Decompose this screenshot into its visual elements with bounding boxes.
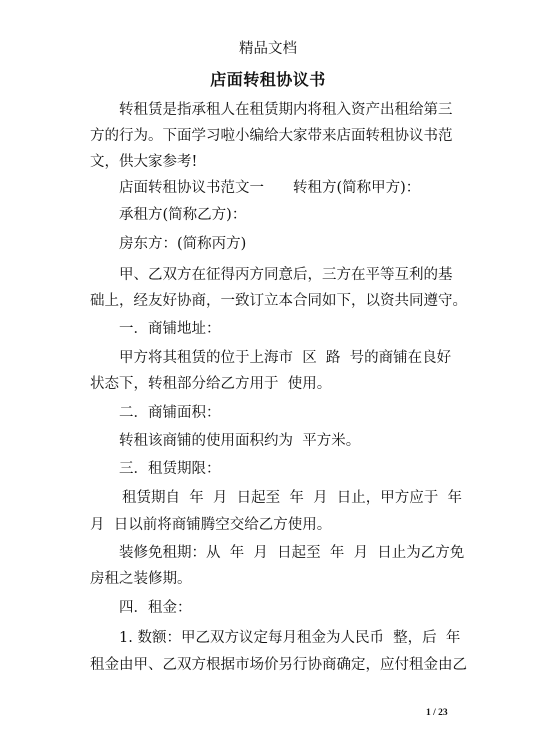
page-number: 1 / 23	[426, 708, 448, 718]
body-line: 房租之装修期。	[90, 571, 192, 587]
section-heading: 二．商铺面积：	[119, 405, 221, 421]
body-line: 转租赁是指承租人在租赁期内将租入资产出租给第三	[119, 102, 453, 118]
body-line: 础上，经友好协商，一致订立本合同如下，以资共同遵守。	[90, 293, 467, 309]
document-title: 店面转租协议书	[210, 70, 326, 89]
body-line: 房东方：(简称丙方)	[119, 236, 247, 252]
body-line: 装修免租期：从 年 月 日起至 年 月 日止为乙方免	[119, 545, 465, 561]
body-line: 甲方将其租赁的位于上海市 区 路 号的商铺在良好	[119, 350, 452, 366]
body-line: 文，供大家参考!	[90, 154, 198, 170]
body-line: 状态下，转租部分给乙方用于 使用。	[90, 376, 332, 392]
body-line: 转租该商铺的使用面积约为 平方米。	[119, 433, 361, 449]
body-line: 租赁期自 年 月 日起至 年 月 日止，甲方应于 年	[122, 490, 463, 506]
section-heading: 三．租赁期限：	[119, 461, 221, 477]
section-heading: 四．租金：	[119, 600, 192, 616]
body-line: 方的行为。下面学习啦小编给大家带来店面转租协议书范	[90, 128, 453, 144]
body-line: 1. 数额：甲乙双方议定每月租金为人民币 整，后 年	[119, 630, 461, 646]
body-line: 租金由甲、乙双方根据市场价另行协商确定，应付租金由乙	[90, 657, 467, 673]
body-line: 甲、乙双方在征得丙方同意后，三方在平等互利的基	[119, 267, 453, 283]
body-line: 店面转租协议书范文一 转租方(简称甲方)：	[119, 180, 421, 196]
body-line: 承租方(简称乙方)：	[119, 207, 247, 223]
document-header: 精品文档	[239, 41, 297, 57]
body-line: 月 日以前将商铺腾空交给乙方使用。	[90, 517, 332, 533]
section-heading: 一．商铺地址：	[119, 321, 221, 337]
